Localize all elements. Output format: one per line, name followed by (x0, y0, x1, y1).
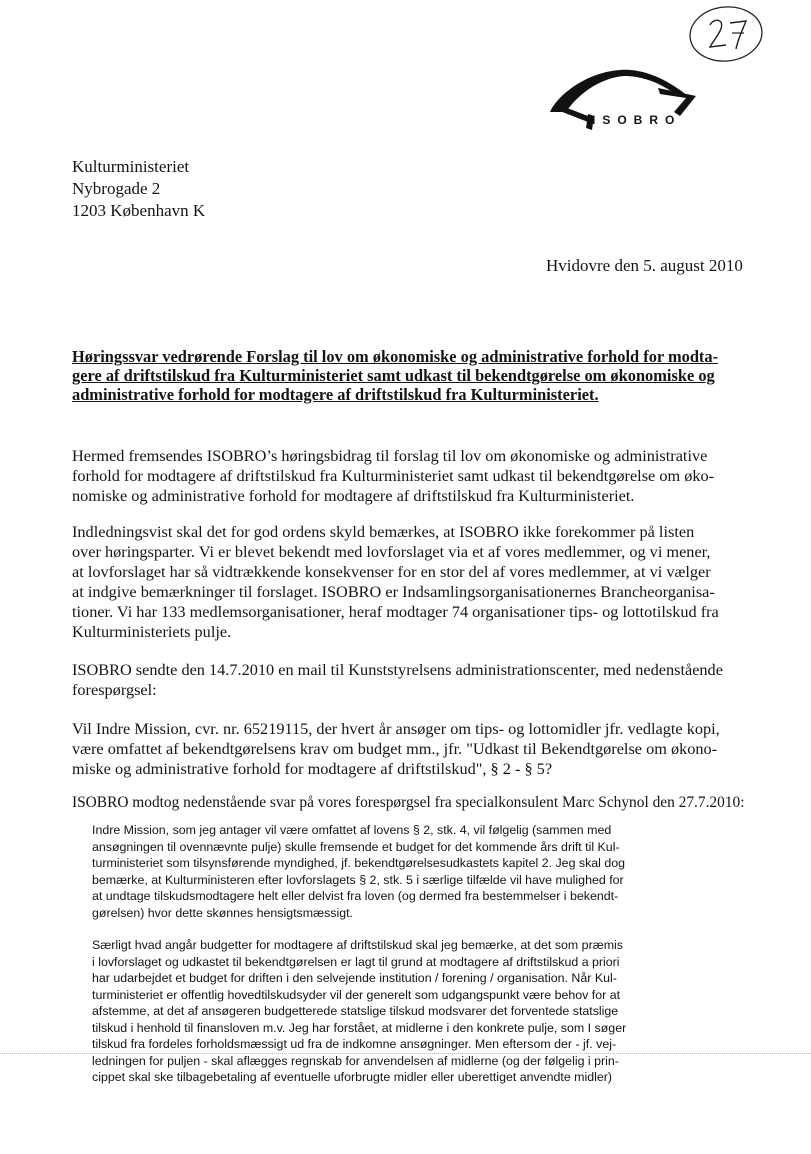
paragraph-line: Vil Indre Mission, cvr. nr. 65219115, der hvert år ansøger om tips- og lottomidler jfr. vedlagte kopi, (72, 719, 720, 738)
paragraph-line: forhold for modtagere af driftstilskud fra Kulturministeriet samt udkast til bekendtgørelse om øko- (72, 466, 715, 485)
quote-line: i lovforslaget og udkastet til bekendtgørelsen er lagt til grund at modtagere af driftstilskud a priori (92, 954, 620, 969)
page-number-stamp (686, 3, 766, 65)
paragraph-line: forespørgsel: (72, 680, 157, 699)
letter-subject (72, 347, 732, 404)
paragraph-inquiry (72, 660, 723, 700)
paragraph-line: miske og administrative forhold for modtagere af driftstilskud", § 2 - § 5? (72, 759, 553, 778)
quote-line: tilskud fra fordeles forholdsmæssigt ud fra de indkomne ansøgninger. Men eftersom der - jf. vej- (92, 1037, 617, 1051)
paragraph-line: over høringsparter. Vi er blevet bekendt med lovforslaget via et af vores medlemmer, og vi mener, (72, 542, 711, 561)
paragraph-line: ISOBRO sendte den 14.7.2010 en mail til Kunststyrelsens administrationscenter, med nedenstående (72, 660, 723, 679)
scan-fold-line (0, 1053, 811, 1054)
paragraph-line: tioner. Vi har 133 medlemsorganisationer, heraf modtager 74 organisationer tips- og lottotilskud fra (72, 602, 719, 621)
quote-line: ledningen for puljen - skal aflægges regnskab for anvendelsen af midlerne (og der følgelig i prin- (92, 1053, 619, 1068)
quote-line: at undtage tilskudsmodtagere helt eller delvist fra loven (og dermed fra bestemmelser i bekendt- (92, 889, 619, 903)
logo-wordmark: ISOBRO (592, 113, 682, 127)
paragraph-question (72, 719, 720, 779)
reply-intro: ISOBRO modtog nedenstående svar på vores forespørgsel fra specialkonsulent Marc Schynol den 27.7.2010: (72, 794, 745, 811)
quote-line: Særligt hvad angår budgetter for modtagere af driftstilskud skal jeg bemærke, at det som præmis (92, 938, 623, 952)
handwritten-circle-icon (686, 3, 766, 65)
address-line: 1203 København K (72, 201, 206, 220)
quote-line: tilskud i henhold til finansloven m.v. Jeg har forstået, at midlerne i den konkrete pulje, som I søger (92, 1020, 627, 1035)
quote-line: Indre Mission, som jeg antager vil være omfattet af lovens § 2, stk. 4, vil følgelig (sammen med (92, 823, 612, 837)
paragraph-line: at lovforslaget har så vidtrækkende konsekvenser for en stor del af vores medlemmer, at vi vælger (72, 562, 711, 581)
quote-line: turministeriet som tilsynsførende myndighed, jf. bekendtgørelsesudkastets kapitel 2. Jeg skal dog (92, 856, 626, 870)
paragraph-line: Kulturministeriets pulje. (72, 622, 232, 641)
quoted-reply-part-1 (92, 822, 625, 921)
date-line: Hvidovre den 5. august 2010 (546, 256, 743, 275)
address-line: Nybrogade 2 (72, 179, 161, 198)
quote-line: gørelsen) hvor dette skønnes hensigtsmæssigt. (92, 905, 354, 920)
paragraph-line: nomiske og administrative forhold for modtagere af driftstilskud fra Kulturministeriet. (72, 486, 635, 505)
paragraph-line: Indledningsvist skal det for god ordens skyld bemærkes, at ISOBRO ikke forekommer på listen (72, 522, 695, 541)
address-line: Kulturministeriet (72, 157, 190, 176)
subject-line: administrative forhold for modtagere af driftstilskud fra Kulturministeriet. (72, 385, 599, 404)
paragraph-line: at indgive bemærkninger til forslaget. ISOBRO er Indsamlingsorganisationernes Brancheorganisa- (72, 582, 715, 601)
paragraph-line: være omfattet af bekendtgørelsens krav om budget mm., jfr. "Udkast til Bekendtgørelse om økono- (72, 739, 718, 758)
quote-line: har udarbejdet et budget for driften i den selvejende institution / forening / organisation. Når Kul- (92, 971, 617, 985)
quoted-reply-part-2 (92, 937, 626, 1086)
paragraph-background (72, 522, 719, 642)
recipient-address (72, 156, 205, 222)
quote-line: turministeriet er offentlig hovedtilskudsyder vil der generelt som udgangspunkt være behov for at (92, 987, 621, 1002)
quote-line: afstemme, at det af ansøgeren budgetterede statslige tilskud modsvarer det forventede statslige (92, 1004, 619, 1018)
quote-line: ansøgningen til ovennævnte pulje) skulle fremsende et budget for det kommende års drift til Kul- (92, 839, 620, 854)
subject-line: gere af driftstilskud fra Kulturministeriet samt udkast til bekendtgørelse om økonomiske og (72, 366, 715, 385)
quote-line: bemærke, at Kulturministeren efter lovforslagets § 2, stk. 5 i særlige tilfælde vil have mulighed for (92, 872, 624, 887)
paragraph-line: Hermed fremsendes ISOBRO’s høringsbidrag til forslag til lov om økonomiske og administrative (72, 446, 708, 465)
paragraph-intro (72, 446, 714, 506)
quote-line: cippet skal ske tilbagebetaling af eventuelle uforbrugte midler eller uberettiget anvendte midler) (92, 1070, 613, 1084)
subject-line: Høringssvar vedrørende Forslag til lov om økonomiske og administrative forhold for modta- (72, 347, 719, 366)
